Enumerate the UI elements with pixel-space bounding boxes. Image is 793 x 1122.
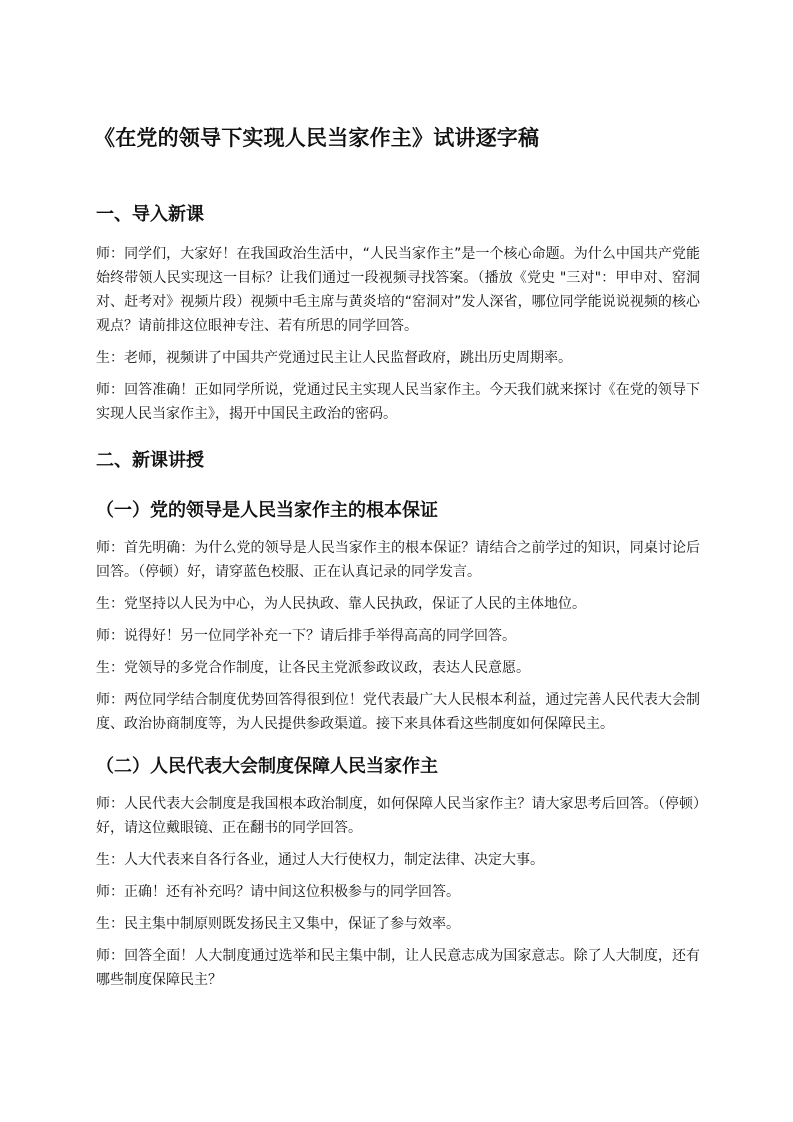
paragraph: 师：首先明确：为什么党的领导是人民当家作主的根本保证？请结合之前学过的知识，同桌讨论后回答。（停顿）好，请穿蓝色校服、正在认真记录的同学发言。 [96,540,700,580]
subsection-npc-system [96,752,700,992]
document-title: 《在党的领导下实现人民当家作主》试讲逐字稿 [94,126,540,150]
paragraph: 师：人民代表大会制度是我国根本政治制度，如何保障人民当家作主？请大家思考后回答。（停顿）好，请这位戴眼镜、正在翻书的同学回答。 [96,796,700,836]
paragraph: 师：两位同学结合制度优势回答得很到位！党代表最广大人民根本利益，通过完善人民代表大会制度、政治协商制度等，为人民提供参政渠道。接下来具体看这些制度如何保障民主。 [96,692,700,732]
section-heading-intro: 一、导入新课 [96,204,204,225]
paragraph: 师：说得好！另一位同学补充一下？请后排手举得高高的同学回答。 [96,628,516,644]
subsection-heading-npc-system: （二）人民代表大会制度保障人民当家作主 [96,756,438,777]
paragraph: 师：回答全面！人大制度通过选举和民主集中制，让人民意志成为国家意志。除了人大制度，还有哪些制度保障民主？ [96,948,700,988]
paragraph: 生：民主集中制原则既发扬民主又集中，保证了参与效率。 [96,916,460,932]
paragraph: 师：正确！还有补充吗？请中间这位积极参与的同学回答。 [96,884,460,900]
paragraph: 师：回答准确！正如同学所说，党通过民主实现人民当家作主。今天我们就来探讨《在党的领导下实现人民当家作主》，揭开中国民主政治的密码。 [96,382,700,422]
section-heading-teaching: 二、新课讲授 [96,450,204,471]
paragraph: 生：党领导的多党合作制度，让各民主党派参政议政，表达人民意愿。 [96,660,530,676]
section-intro [96,200,700,426]
paragraph: 生：党坚持以人民为中心，为人民执政、靠人民执政，保证了人民的主体地位。 [96,596,586,612]
paragraph: 师：同学们，大家好！在我国政治生活中，“人民当家作主”是一个核心命题。为什么中国共产党能始终带领人民实现这一目标？让我们通过一段视频寻找答案。（播放《党史 "三对"：甲申对、窑洞对、赶考对》视频片段）视频中毛主席与黄炎培的“窑洞对”发人深省，哪位同学能说说视频的核心观点？请前排这位眼神专注、若有所思的同学回答。 [96,246,700,334]
paragraph: 生：老师，视频讲了中国共产党通过民主让人民监督政府，跳出历史周期率。 [96,350,572,366]
document-page [96,120,700,1000]
subsection-heading-party-leadership: （一）党的领导是人民当家作主的根本保证 [96,500,438,521]
section-teaching [96,446,700,992]
subsection-party-leadership [96,496,700,736]
paragraph: 生：人大代表来自各行各业，通过人大行使权力，制定法律、决定大事。 [96,852,544,868]
